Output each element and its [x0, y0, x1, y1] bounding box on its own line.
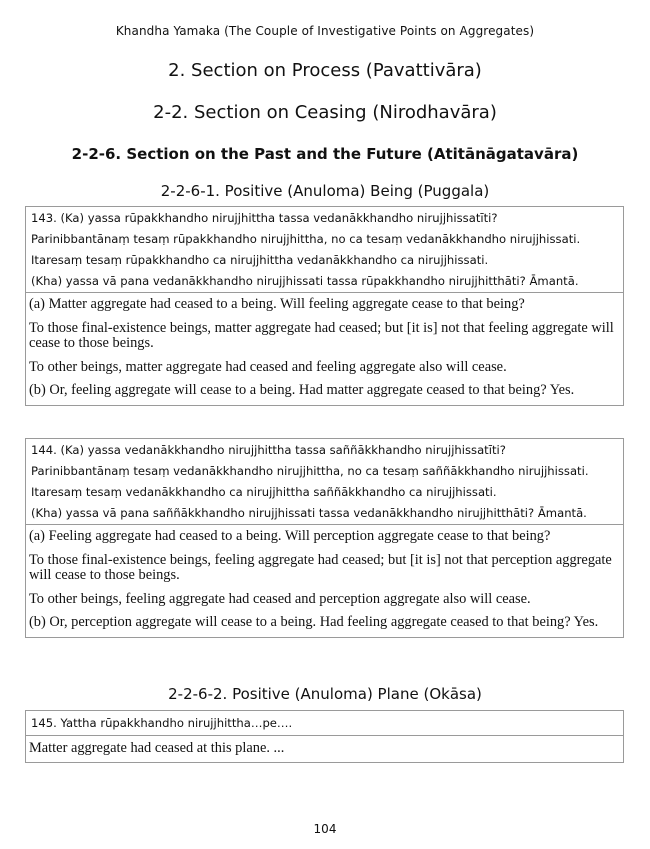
- pali-line: 144. (Ka) yassa vedanākkhandho nirujjhittha tassa saññākkhandho nirujjhissatīti?: [31, 443, 506, 457]
- english-line: (b) Or, perception aggregate will cease to a being. Had feeling aggregate ceased to that being? Yes.: [29, 614, 599, 630]
- english-line: (a) Matter aggregate had ceased to a being. Will feeling aggregate cease to that being?: [29, 296, 525, 312]
- pali-line: (Kha) yassa vā pana saññākkhandho nirujjhissati tassa vedanākkhandho nirujjhitthāti? Āmantā.: [31, 506, 587, 520]
- english-line: (a) Feeling aggregate had ceased to a being. Will perception aggregate cease to that being?: [29, 528, 551, 544]
- english-line: To other beings, matter aggregate had ceased and feeling aggregate also will cease.: [29, 358, 507, 375]
- text-block-145: [25, 710, 624, 763]
- english-line: (b) Or, feeling aggregate will cease to a being. Had matter aggregate ceased to that being? Yes.: [29, 382, 575, 398]
- part2-heading: 2-2-6-2. Positive (Anuloma) Plane (Okāsa): [168, 685, 482, 703]
- section-heading: 2. Section on Process (Pavattivāra): [168, 60, 482, 81]
- pali-line: (Kha) yassa vā pana vedanākkhandho nirujjhissati tassa rūpakkhandho nirujjhitthāti? Āmantā.: [31, 274, 579, 288]
- pali-line: Parinibbantānaṃ tesaṃ rūpakkhandho nirujjhittha, no ca tesaṃ vedanākkhandho nirujjhissati.: [31, 232, 581, 246]
- pali-line: 143. (Ka) yassa rūpakkhandho nirujjhittha tassa vedanākkhandho nirujjhissatīti?: [31, 211, 498, 225]
- part1-heading: 2-2-6-1. Positive (Anuloma) Being (Puggala): [160, 182, 490, 200]
- subsection-heading: 2-2. Section on Ceasing (Nirodhavāra): [153, 102, 497, 123]
- running-header: Khandha Yamaka (The Couple of Investigative Points on Aggregates): [115, 24, 535, 38]
- pali-line: Parinibbantānaṃ tesaṃ vedanākkhandho nirujjhittha, no ca tesaṃ saññākkhandho nirujjhissati.: [31, 464, 589, 478]
- pali-line: Itaresaṃ tesaṃ vedanākkhandho ca nirujjhittha saññākkhandho ca nirujjhissati.: [31, 485, 497, 499]
- english-translation: [26, 525, 623, 637]
- english-translation: [26, 736, 623, 762]
- pali-text: [26, 207, 623, 293]
- english-line: To other beings, feeling aggregate had ceased and perception aggregate also will cease.: [29, 590, 531, 607]
- pali-line: Itaresaṃ tesaṃ rūpakkhandho ca nirujjhittha vedanākkhandho ca nirujjhissati.: [31, 253, 489, 267]
- english-line: To those final-existence beings, feeling aggregate had ceased; but [it is] not that perception aggregate will cease to those beings.: [29, 551, 612, 583]
- pali-text: [26, 439, 623, 525]
- english-line: To those final-existence beings, matter aggregate had ceased; but [it is] not that feeling aggregate will cease to those beings.: [29, 319, 614, 351]
- pali-line: 145. Yattha rūpakkhandho nirujjhittha…pe….: [31, 716, 293, 730]
- subsubsection-heading: 2-2-6. Section on the Past and the Future (Atitānāgatavāra): [71, 145, 579, 163]
- pali-text: [26, 711, 623, 736]
- english-line: Matter aggregate had ceased at this plane. ...: [29, 740, 285, 756]
- page-number: 104: [313, 822, 337, 836]
- text-block-143: [25, 206, 624, 406]
- english-translation: [26, 293, 623, 405]
- text-block-144: [25, 438, 624, 638]
